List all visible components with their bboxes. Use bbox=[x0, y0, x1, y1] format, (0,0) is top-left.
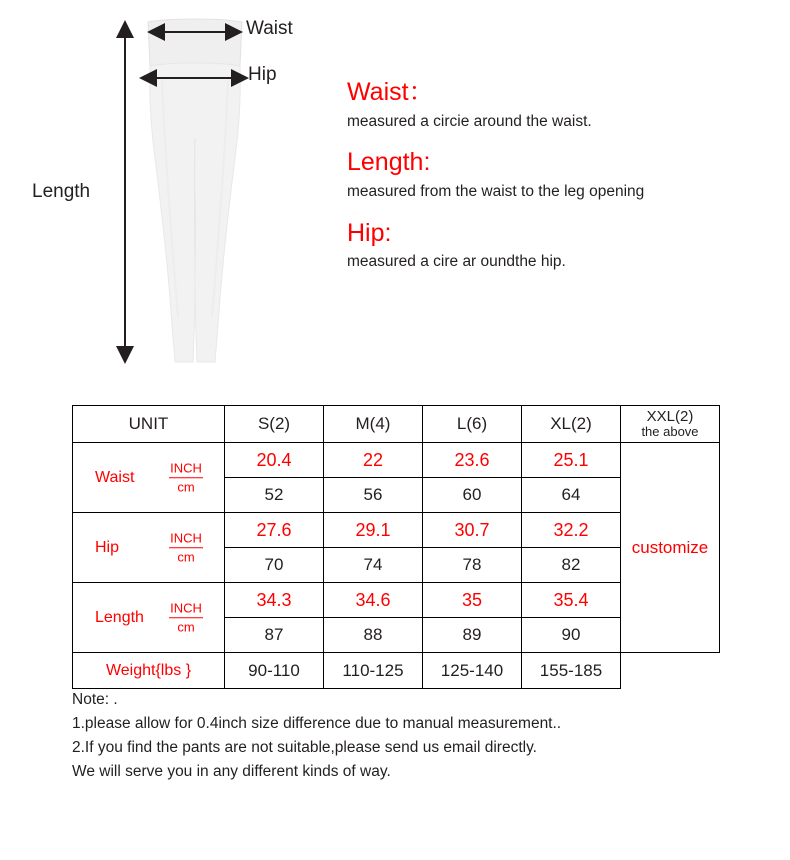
cell-hip-cm-s: 70 bbox=[225, 548, 324, 583]
cell-hip-inch-xl: 32.2 bbox=[522, 513, 621, 548]
row-units-waist bbox=[169, 460, 203, 496]
cell-hip-cm-xl: 82 bbox=[522, 548, 621, 583]
cell-length-inch-xl: 35.4 bbox=[522, 583, 621, 618]
cell-length-cm-xl: 90 bbox=[522, 618, 621, 653]
row-units-length bbox=[169, 600, 203, 636]
cell-length-cm-s: 87 bbox=[225, 618, 324, 653]
definition-length-title: Length: bbox=[347, 148, 431, 177]
row-units-hip bbox=[169, 530, 203, 566]
unit-cm: cm bbox=[177, 619, 195, 634]
cell-waist-inch-l: 23.6 bbox=[423, 443, 522, 478]
header-size-m: M(4) bbox=[324, 406, 423, 443]
cell-weight-s: 90-110 bbox=[225, 653, 324, 689]
cell-hip-inch-s: 27.6 bbox=[225, 513, 324, 548]
table-row-weight bbox=[73, 653, 720, 689]
cell-waist-inch-xl: 25.1 bbox=[522, 443, 621, 478]
unit-inch: INCH bbox=[170, 529, 202, 545]
row-label-waist bbox=[73, 443, 225, 513]
definition-hip-title: Hip: bbox=[347, 218, 392, 247]
table-header-row bbox=[73, 406, 720, 443]
leggings-illustration bbox=[140, 18, 250, 368]
cell-waist-inch-m: 22 bbox=[324, 443, 423, 478]
row-label-waist-text: Waist bbox=[95, 468, 135, 486]
measurement-diagram bbox=[0, 0, 790, 390]
unit-inch: INCH bbox=[170, 599, 202, 615]
header-unit: UNIT bbox=[73, 406, 225, 443]
table-row bbox=[73, 443, 720, 478]
row-label-weight: Weight{lbs } bbox=[73, 653, 225, 689]
note-line-1: 1.please allow for 0.4inch size difference due to manual measurement.. bbox=[72, 715, 562, 733]
cell-length-inch-s: 34.3 bbox=[225, 583, 324, 618]
cell-waist-inch-s: 20.4 bbox=[225, 443, 324, 478]
definition-waist-title: Waist： bbox=[347, 78, 434, 106]
note-line-0: Note: . bbox=[72, 691, 118, 708]
header-size-xxl-sub: the above bbox=[641, 424, 699, 440]
cell-waist-cm-m: 56 bbox=[324, 478, 423, 513]
unit-divider bbox=[169, 547, 203, 548]
unit-divider bbox=[169, 477, 203, 478]
cell-weight-l: 125-140 bbox=[423, 653, 522, 689]
diagram-label-length: Length bbox=[32, 181, 91, 202]
size-chart-table bbox=[72, 405, 720, 689]
cell-weight-xl: 155-185 bbox=[522, 653, 621, 689]
row-label-length bbox=[73, 583, 225, 653]
cell-hip-cm-m: 74 bbox=[324, 548, 423, 583]
cell-length-cm-m: 88 bbox=[324, 618, 423, 653]
definition-hip bbox=[347, 219, 777, 272]
header-size-xl: XL(2) bbox=[522, 406, 621, 443]
unit-cm: cm bbox=[177, 479, 195, 494]
notes-section bbox=[72, 688, 752, 784]
unit-inch: INCH bbox=[170, 459, 202, 475]
row-label-hip-text: Hip bbox=[95, 538, 120, 556]
definition-hip-text: measured a cire ar oundthe hip. bbox=[347, 253, 566, 271]
measurement-definitions bbox=[347, 78, 777, 289]
header-size-xxl-main: XXL(2) bbox=[646, 407, 694, 425]
diagram-label-hip: Hip bbox=[248, 64, 277, 85]
cell-hip-inch-l: 30.7 bbox=[423, 513, 522, 548]
cell-waist-cm-l: 60 bbox=[423, 478, 522, 513]
note-line-3: We will serve you in any different kinds of way. bbox=[72, 763, 391, 781]
unit-cm: cm bbox=[177, 549, 195, 564]
cell-length-cm-l: 89 bbox=[423, 618, 522, 653]
cell-length-inch-m: 34.6 bbox=[324, 583, 423, 618]
definition-waist-text: measured a circie around the waist. bbox=[347, 112, 592, 130]
definition-length-text: measured from the waist to the leg opening bbox=[347, 183, 645, 201]
definition-waist bbox=[347, 78, 777, 131]
unit-divider bbox=[169, 617, 203, 618]
cell-hip-inch-m: 29.1 bbox=[324, 513, 423, 548]
note-line-2: 2.If you find the pants are not suitable,please send us email directly. bbox=[72, 739, 537, 757]
header-size-s: S(2) bbox=[225, 406, 324, 443]
row-label-hip bbox=[73, 513, 225, 583]
size-chart-table-wrapper bbox=[72, 405, 718, 689]
cell-customize: customize bbox=[621, 443, 720, 653]
cell-waist-cm-s: 52 bbox=[225, 478, 324, 513]
cell-length-inch-l: 35 bbox=[423, 583, 522, 618]
definition-length bbox=[347, 148, 777, 201]
row-label-length-text: Length bbox=[95, 608, 144, 626]
cell-waist-cm-xl: 64 bbox=[522, 478, 621, 513]
header-size-xxl bbox=[621, 406, 720, 443]
cell-hip-cm-l: 78 bbox=[423, 548, 522, 583]
cell-weight-m: 110-125 bbox=[324, 653, 423, 689]
header-size-l: L(6) bbox=[423, 406, 522, 443]
diagram-label-waist: Waist bbox=[246, 18, 293, 39]
